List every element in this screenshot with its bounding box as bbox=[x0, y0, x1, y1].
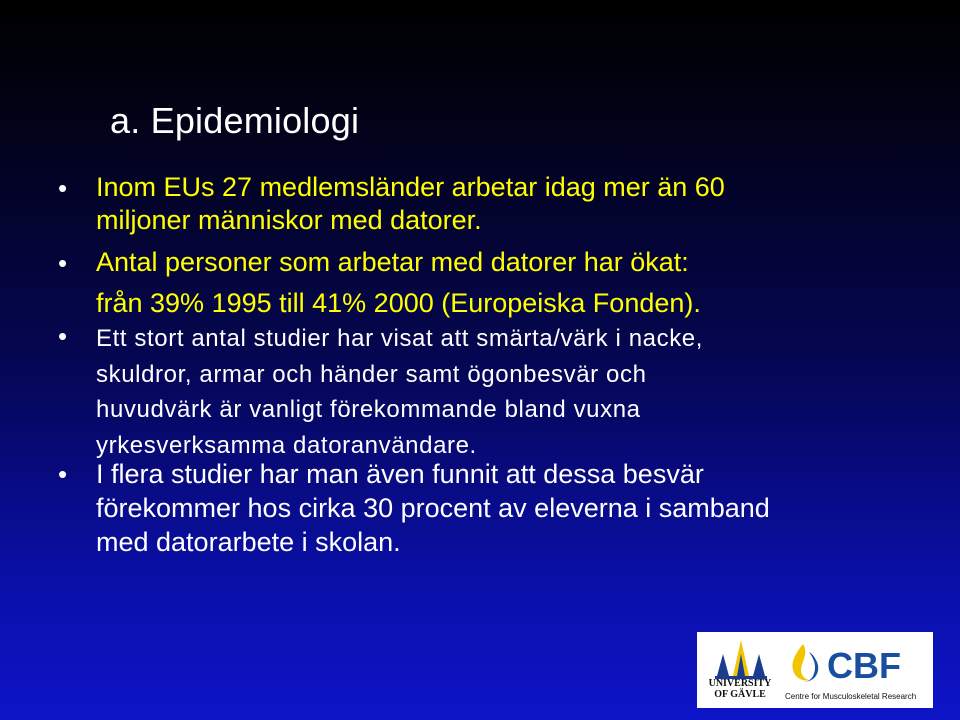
logo-panel bbox=[697, 632, 933, 708]
bullet-line: miljoner människor med datorer. bbox=[96, 205, 482, 235]
bullet-line: huvudvärk är vanligt förekommande bland vuxna bbox=[96, 396, 641, 423]
university-name-line2: OF GÄVLE bbox=[714, 689, 766, 700]
bullet-line: med datorarbete i skolan. bbox=[96, 527, 401, 557]
cbf-flame-yellow bbox=[792, 644, 809, 681]
cbf-flame-blue bbox=[803, 652, 818, 682]
cbf-logo bbox=[785, 638, 925, 688]
bullet-marker: • bbox=[58, 321, 68, 351]
bullet-text-students bbox=[96, 457, 916, 559]
bullet-marker: • bbox=[58, 459, 68, 489]
bullet-line: I flera studier har man även funnit att dessa besvär bbox=[96, 459, 704, 489]
bullet-marker: • bbox=[58, 248, 68, 278]
bullet-line: Antal personer som arbetar med datorer har ökat: bbox=[96, 247, 689, 277]
logo-spire-right bbox=[753, 654, 765, 676]
bullet-line: från 39% 1995 till 41% 2000 (Europeiska Fonden). bbox=[96, 288, 701, 318]
bullet-line: förekommer hos cirka 30 procent av eleverna i samband bbox=[96, 493, 770, 523]
cbf-wordmark: CBF bbox=[827, 645, 901, 686]
bullet-line: Inom EUs 27 medlemsländer arbetar idag mer än 60 bbox=[96, 172, 725, 202]
bullet-text-pain-studies bbox=[96, 321, 896, 463]
cbf-tagline: Centre for Musculoskeletal Research bbox=[785, 692, 917, 701]
bullet-line: yrkesverksamma datoranvändare. bbox=[96, 431, 477, 459]
university-name-line1: UNIVERSITY bbox=[708, 678, 772, 689]
logo-spire-left bbox=[717, 654, 729, 676]
bullet-text-computer-growth bbox=[96, 242, 876, 324]
bullet-line: Ett stort antal studier har visat att smärta/värk i nacke, bbox=[96, 325, 704, 352]
slide-title: a. Epidemiologi bbox=[110, 100, 360, 141]
university-name bbox=[705, 678, 775, 700]
bullet-marker: • bbox=[58, 173, 68, 203]
bullet-text-eu-workers bbox=[96, 171, 856, 237]
bullet-line: skuldror, armar och händer samt ögonbesvär och bbox=[96, 360, 647, 388]
